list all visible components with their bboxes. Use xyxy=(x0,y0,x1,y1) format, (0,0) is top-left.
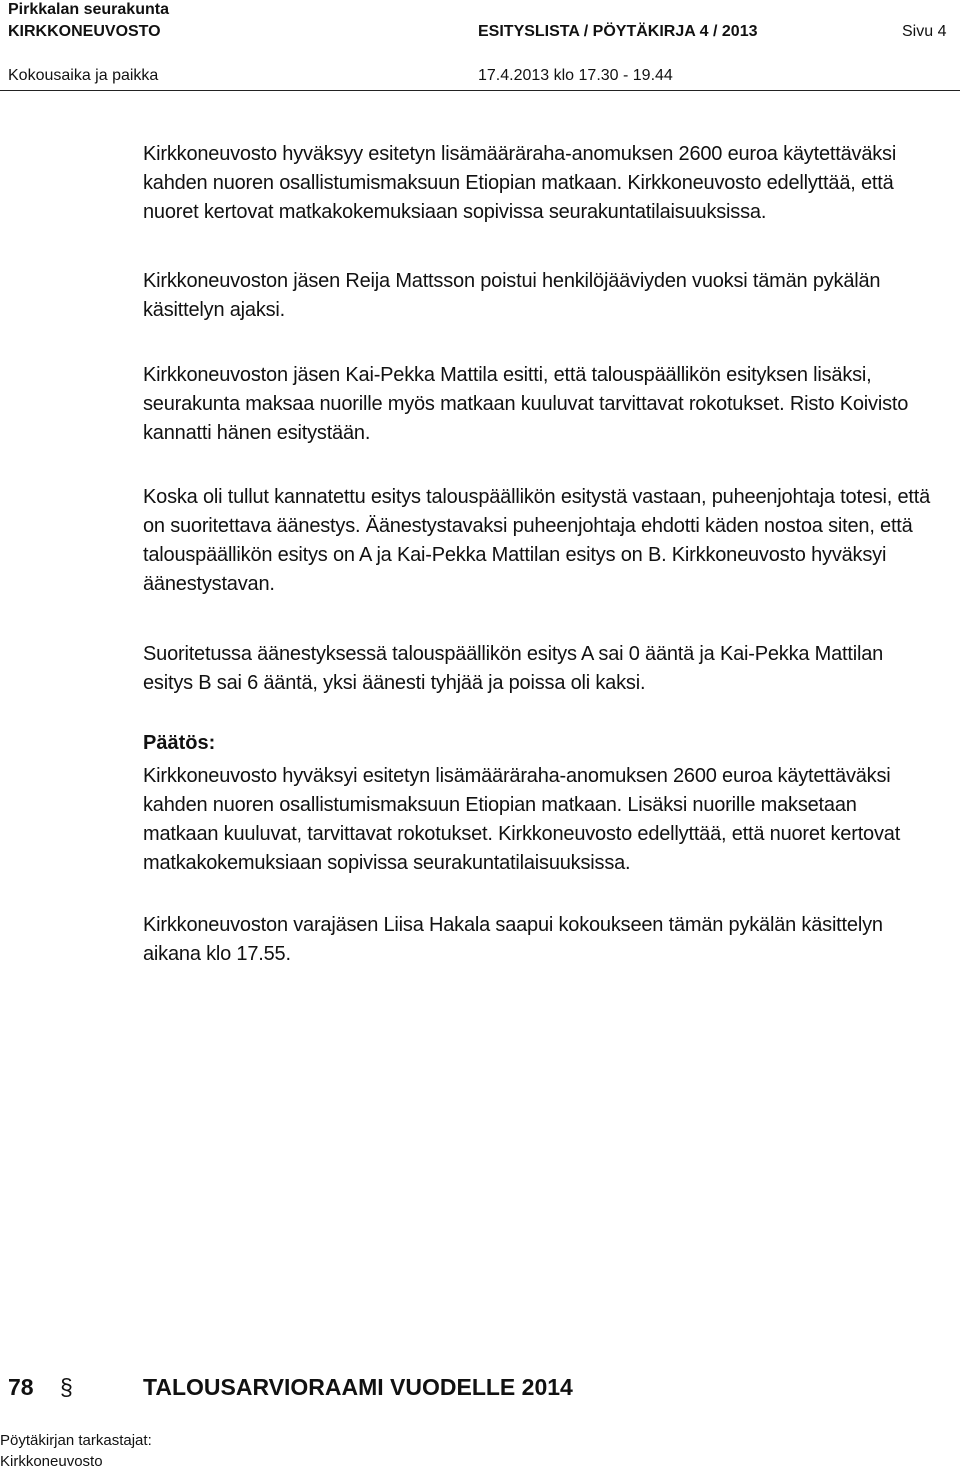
page-number: Sivu 4 xyxy=(902,23,947,40)
decision-label: Päätös: xyxy=(143,732,216,754)
meeting-time-label: Kokousaika ja paikka xyxy=(8,67,159,84)
paragraph-vote-result: Suoritetussa äänestyksessä talouspäällikön esitys A sai 0 ääntä ja Kai-Pekka Mattilan esitys B sai 6 ääntä, yksi äänesti tyhjää ja poissa oli kaksi. xyxy=(143,643,884,694)
paragraph-counter-proposal: Kirkkoneuvoston jäsen Kai-Pekka Mattila esitti, että talouspäällikön esityksen lisäksi, seurakunta maksaa nuorille myös matkaan kuuluvat tarvittavat rokotukset. Risto Koivisto kannatti hänen esitystään. xyxy=(143,364,909,444)
paragraph-member-left: Kirkkoneuvoston jäsen Reija Mattsson poistui henkilöjääviyden vuoksi tämän pykälän käsittelyn ajaksi. xyxy=(143,270,881,321)
footer-checkers-label: Pöytäkirjan tarkastajat: xyxy=(0,1432,152,1449)
paragraph-approval-proposal: Kirkkoneuvosto hyväksyy esitetyn lisämääräraha-anomuksen 2600 euroa käytettäväksi kahden nuoren osallistumismaksuun Etiopian matkaan. Kirkkoneuvosto edellyttää, että nuoret kertovat matkakokemuksiaan sopivissa seurakuntatilaisuuksissa. xyxy=(143,143,897,223)
section-number: 78 xyxy=(8,1374,34,1400)
section-title: TALOUSARVIORAAMI VUODELLE 2014 xyxy=(143,1374,573,1400)
body-name: KIRKKONEUVOSTO xyxy=(8,23,161,40)
section-symbol: § xyxy=(60,1374,73,1400)
meeting-time-value: 17.4.2013 klo 17.30 - 19.44 xyxy=(478,67,673,84)
document-type: ESITYSLISTA / PÖYTÄKIRJA 4 / 2013 xyxy=(478,23,758,40)
paragraph-vote-procedure: Koska oli tullut kannatettu esitys talouspäällikön esitystä vastaan, puheenjohtaja totesi, että on suoritettava äänestys. Äänestystavaksi puheenjohtaja ehdotti käden nostoa siten, että talouspäällikön esitys on A ja Kai-Pekka Mattilan esitys on B. Kirkkoneuvosto hyväksyi äänestystavan. xyxy=(143,486,931,595)
organization-name: Pirkkalan seurakunta xyxy=(8,1,169,18)
footer-body-name: Kirkkoneuvosto xyxy=(0,1453,103,1470)
decision-note: Kirkkoneuvoston varajäsen Liisa Hakala saapui kokoukseen tämän pykälän käsittelyn aikana klo 17.55. xyxy=(143,914,883,965)
decision-text: Kirkkoneuvosto hyväksyi esitetyn lisämääräraha-anomuksen 2600 euroa käytettäväksi kahden nuoren osallistumismaksuun Etiopian matkaan. Lisäksi nuorille maksetaan matkaan kuuluvat, tarvittavat rokotukset. Kirkkoneuvosto edellyttää, että nuoret kertovat matkakokemuksiaan sopivissa seurakuntatilaisuuksissa. xyxy=(143,765,901,874)
header-divider xyxy=(0,90,960,91)
